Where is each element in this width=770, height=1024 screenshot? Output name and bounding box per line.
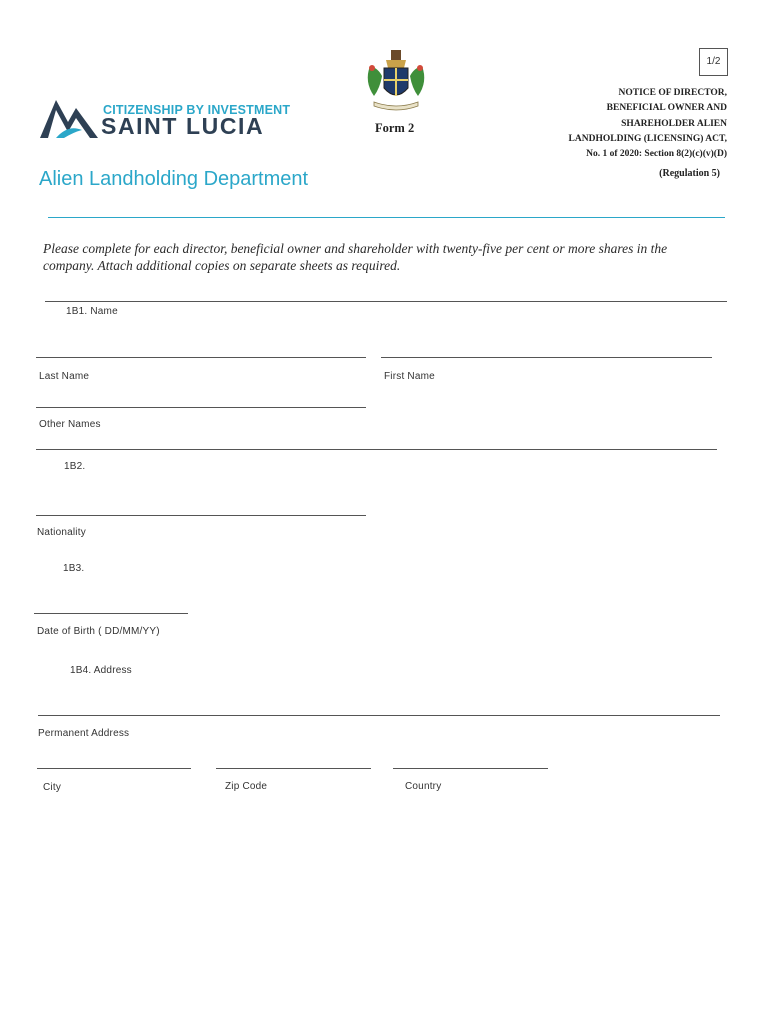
city-field[interactable]	[37, 768, 191, 769]
notice-line: NOTICE OF DIRECTOR,	[618, 88, 727, 98]
section-divider	[45, 301, 727, 302]
logo-line1: CITIZENSHIP BY INVESTMENT	[103, 103, 291, 117]
first-name-label: First Name	[384, 371, 435, 382]
zip-code-label: Zip Code	[225, 781, 268, 792]
date-of-birth-field[interactable]	[34, 613, 188, 614]
date-of-birth-label: Date of Birth ( DD/MM/YY)	[37, 626, 160, 637]
header-divider	[48, 217, 725, 218]
section-heading-dob: 1B3.	[63, 563, 85, 574]
country-label: Country	[405, 781, 442, 792]
coat-of-arms-icon	[360, 48, 432, 114]
regulation-note: (Regulation 5)	[659, 168, 720, 179]
instructions-text: Please complete for each director, beneficial owner and shareholder with twenty-five per cent or more shares in the company. Attach additional copies on separate sheets as required.	[43, 241, 668, 273]
nationality-label: Nationality	[37, 527, 86, 538]
other-names-field[interactable]	[36, 407, 366, 408]
zip-code-field[interactable]	[216, 768, 371, 769]
logo-line2: SAINT LUCIA	[101, 113, 265, 139]
other-names-label: Other Names	[39, 419, 101, 430]
nationality-field[interactable]	[36, 515, 366, 516]
notice-line: No. 1 of 2020: Section 8(2)(c)(v)(D)	[586, 149, 727, 160]
section-divider	[36, 449, 717, 450]
permanent-address-field[interactable]	[38, 715, 720, 716]
logo-mark-icon	[38, 96, 100, 140]
section-heading-name: 1B1. Name	[66, 306, 118, 317]
section-heading-address: 1B4. Address	[70, 665, 132, 676]
first-name-field[interactable]	[381, 357, 712, 358]
permanent-address-label: Permanent Address	[38, 728, 130, 739]
notice-line: SHAREHOLDER ALIEN	[621, 118, 727, 129]
notice-line: LANDHOLDING (LICENSING) ACT,	[568, 133, 727, 144]
last-name-field[interactable]	[36, 357, 366, 358]
section-heading-nationality: 1B2.	[64, 461, 86, 472]
last-name-label: Last Name	[39, 371, 90, 382]
city-label: City	[43, 782, 62, 793]
form-label: Form 2	[375, 121, 415, 135]
country-field[interactable]	[393, 768, 548, 769]
notice-line: BENEFICIAL OWNER AND	[606, 103, 727, 114]
page-indicator: 1/2	[699, 48, 728, 76]
department-title: Alien Landholding Department	[39, 168, 309, 190]
notice-block	[487, 86, 727, 162]
